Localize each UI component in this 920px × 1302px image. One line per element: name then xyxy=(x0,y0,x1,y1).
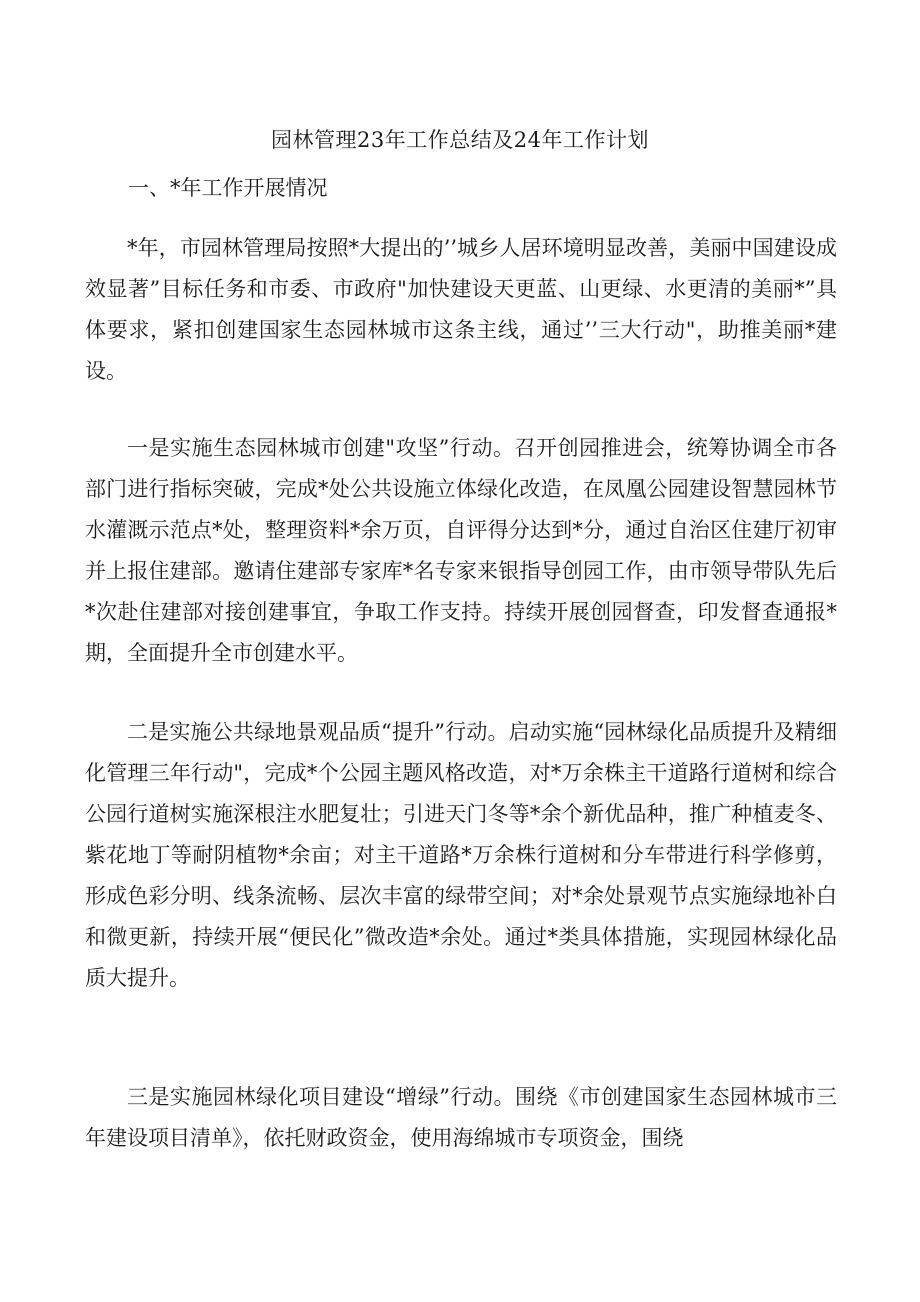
document-title: 园林管理23年工作总结及24年工作计划 xyxy=(271,128,649,152)
paragraph-action-one: 一是实施生态园林城市创建"攻坚”行动。召开创园推进会，统筹协调全市各部门进行指标突破，完成*处公共设施立体绿化改造，在凤凰公园建设智慧园林节水灌溉示范点*处，整理资料*余万页，自评得分达到*分，通过自治区住建厅初审并上报住建部。邀请住建部专家库*名专家来银指导创园工作，由市领导带队先后*次赴住建部对接创建事宜，争取工作支持。持续开展创园督查，印发督查通报*期，全面提升全市创建水平。 xyxy=(85,436,837,665)
paragraph-intro: *年，市园林管理局按照*大提出的’’城乡人居环境明显改善，美丽中国建设成效显著”目标任务和市委、市政府"加快建设天更蓝、山更绿、水更清的美丽*”具体要求，紧扣创建国家生态园林城市这条主线，通过’’三大行动"，助推美丽*建设。 xyxy=(85,236,837,383)
paragraph-action-two: 二是实施公共绿地景观品质“提升”行动。启动实施“园林绿化品质提升及精细化管理三年行动"，完成*个公园主题风格改造，对*万余株主干道路行道树和综合公园行道树实施深根注水肥复壮；引进天门冬等*余个新优品种，推广种植麦冬、紫花地丁等耐阴植物*余亩；对主干道路*万余株行道树和分车带进行科学修剪，形成色彩分明、线条流畅、层次丰富的绿带空间；对*余处景观节点实施绿地补白和微更新，持续开展“便民化”微改造*余处。通过*类具体措施，实现园林绿化品质大提升。 xyxy=(85,720,837,990)
paragraph-action-three: 三是实施园林绿化项目建设“增绿”行动。围绕《市创建国家生态园林城市三年建设项目清单》，依托财政资金，使用海绵城市专项资金，围绕 xyxy=(85,1085,837,1150)
section-heading: 一、*年工作开展情况 xyxy=(128,176,328,200)
